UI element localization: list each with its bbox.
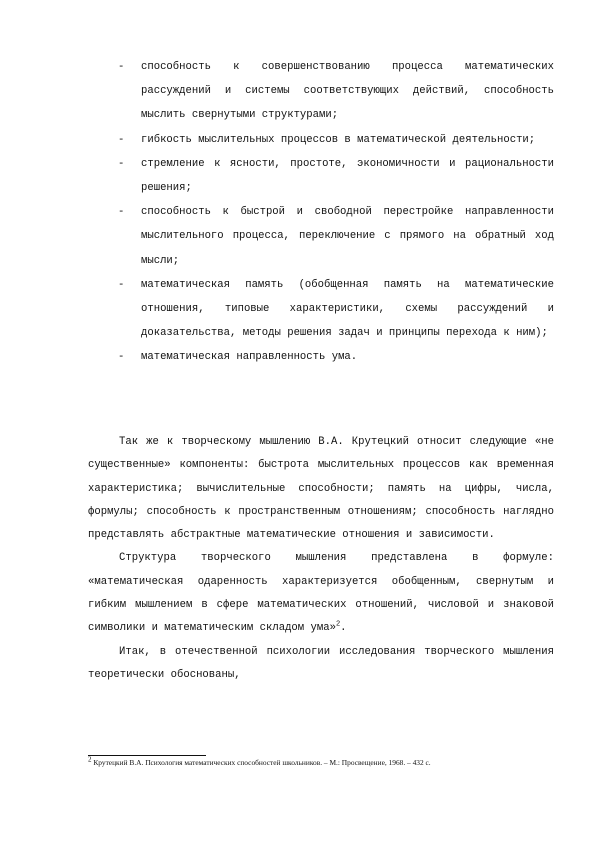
list-item [118,345,554,369]
footnote-marker: 2 [88,755,92,764]
footnote-divider [88,755,206,756]
paragraph-formula-text: Структура творческого мышления представлена в формуле: «математическая одаренность характеризуется обобщенным, свернутым и гибким мышлением в сфере математических отношений, числовой и знаковой символики и математическим складом ума» [88,552,554,635]
list-item [118,55,554,128]
list-item-text: математическая направленность ума. [141,351,358,364]
paragraph-noncore-components: Так же к творческому мышлению В.А. Крутецкий относит следующие «не существенные» компоненты: быстрота мыслительных процессов как временная характеристика; вычислительные способности; память на цифры, числа, формулы; способность к пространственным отношениям; способность наглядно представлять абстрактные математические отношения и зависимости. [88,436,554,542]
bullet-dash: - [118,133,125,146]
bullet-dash: - [118,351,125,364]
bullet-dash: - [118,206,125,219]
list-item [118,200,554,273]
paragraph-formula-end: . [340,622,347,635]
list-item [118,152,554,200]
list-item-text: математическая память (обобщенная память на математические отношения, типовые характеристики, схемы рассуждений и доказательства, методы решения задач и принципы перехода к ним); [141,278,554,340]
paragraph-conclusion: Итак, в отечественной психологии исследования творческого мышления теоретически обоснованы, [88,645,554,681]
bullet-dash: - [118,157,125,170]
paragraph-formula [88,547,554,640]
list-item-text: способность к совершенствованию процесса математических рассуждений и системы соответствующих действий, способность мыслить свернутыми структурами; [141,61,554,122]
footnote-reference[interactable]: 2 [335,620,341,629]
body-text [88,431,554,687]
bullet-dash: - [118,278,125,291]
component-list [118,55,554,370]
footnote-text: Крутецкий В.А. Психология математических способностей школьников. – М.: Просвещение, 1968. – 432 с. [91,758,431,767]
list-item-text: гибкость мыслительных процессов в математической деятельности; [141,133,536,146]
list-item [118,128,554,152]
footnote [88,755,558,767]
bullet-dash: - [118,61,125,73]
list-item-text: стремление к ясности, простоте, экономичности и рациональности решения; [141,157,554,195]
list-item [118,273,554,346]
list-item-text: способность к быстрой и свободной перестройке направленности мыслительного процесса, переключение с прямого на обратный ход мысли; [141,206,554,267]
